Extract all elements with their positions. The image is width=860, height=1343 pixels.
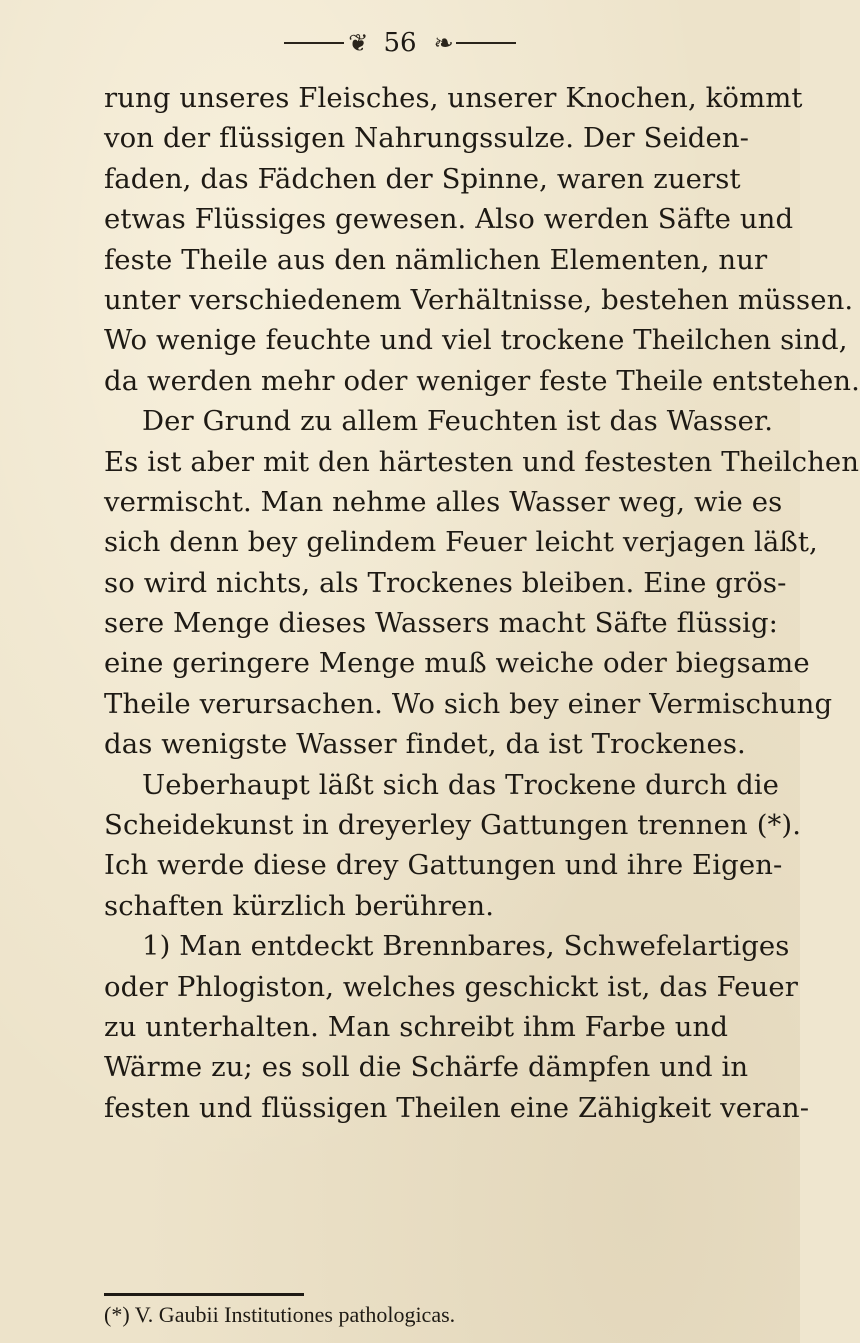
text-line: Wo wenige feuchte und viel trockene Theilchen sind, xyxy=(104,324,848,357)
text-line: Ueberhaupt läßt sich das Trockene durch die xyxy=(142,768,780,801)
text-line: rung unseres Fleisches, unserer Knochen, kömmt xyxy=(104,82,803,114)
text-line: so wird nichts, als Trockenes bleiben. Eine grös- xyxy=(104,566,787,599)
text-line: sere Menge dieses Wassers macht Säfte flüssig: xyxy=(104,607,779,640)
text-line: das wenigste Wasser findet, da ist Trockenes. xyxy=(104,728,746,761)
page-number: 56 xyxy=(383,28,417,58)
text-line: oder Phlogiston, welches geschickt ist, das Feuer xyxy=(104,970,798,1003)
text-line: vermischt. Man nehme alles Wasser weg, wie es xyxy=(104,485,783,518)
text-line: schaften kürzlich berühren. xyxy=(104,889,495,922)
footnote-rule xyxy=(104,1293,304,1296)
text-line: da werden mehr oder weniger feste Theile entstehen. xyxy=(104,364,860,397)
text-line: feste Theile aus den nämlichen Elementen, nur xyxy=(104,243,768,276)
text-line: zu unterhalten. Man schreibt ihm Farbe und xyxy=(104,1010,729,1043)
text-line: Wärme zu; es soll die Schärfe dämpfen und in xyxy=(104,1051,749,1084)
ornament-right-icon: ❧ xyxy=(433,29,452,57)
text-line: Der Grund zu allem Feuchten ist das Wasser. xyxy=(142,405,774,438)
text-line: sich denn bey gelindem Feuer leicht verjagen läßt, xyxy=(104,526,818,559)
text-line: von der flüssigen Nahrungssulze. Der Seiden- xyxy=(104,122,750,155)
ornament-rule-left xyxy=(284,42,344,44)
page-header xyxy=(0,28,800,68)
ornament-left-icon: ❦ xyxy=(348,29,367,57)
ornament-rule-right xyxy=(456,42,516,44)
text-line: faden, das Fädchen der Spinne, waren zuerst xyxy=(104,162,741,195)
text-line: Scheidekunst in dreyerley Gattungen trennen (*). xyxy=(104,809,802,842)
text-line: etwas Flüssiges gewesen. Also werden Säfte und xyxy=(104,203,794,236)
text-line: eine geringere Menge muß weiche oder biegsame xyxy=(104,647,810,680)
text-line: Theile verursachen. Wo sich bey einer Vermischung xyxy=(104,687,833,720)
text-line: Ich werde diese drey Gattungen und ihre Eigen- xyxy=(104,849,783,882)
footnote: (*) V. Gaubii Institutiones pathologicas. xyxy=(104,1302,456,1327)
text-line: unter verschiedenem Verhältnisse, bestehen müssen. xyxy=(104,283,854,316)
body-text xyxy=(104,78,860,1128)
text-line: Es ist aber mit den härtesten und festesten Theilchen xyxy=(104,445,860,478)
text-line: festen und flüssigen Theilen eine Zähigkeit veran- xyxy=(104,1091,810,1124)
text-line: 1) Man entdeckt Brennbares, Schwefelartiges xyxy=(142,930,790,963)
